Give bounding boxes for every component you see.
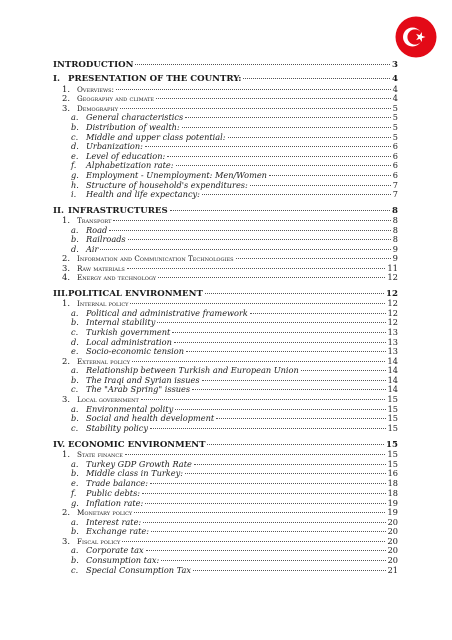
toc-entry-page-number: 15 (387, 449, 398, 459)
toc-dot-leader (146, 550, 386, 551)
toc-entry[interactable] (71, 189, 398, 199)
toc-entry-number: a. (71, 225, 79, 235)
toc-entry-number: 3. (62, 536, 70, 546)
toc-entry-title: External policy (77, 357, 131, 366)
toc-entry-page-number: 15 (386, 440, 398, 450)
turkish-flag-icon (395, 16, 437, 58)
toc-entry-page-number: 5 (392, 132, 398, 142)
toc-entry-title: Energy and technology (77, 273, 157, 282)
toc-entry-number: b. (71, 526, 79, 536)
toc-dot-leader (145, 503, 385, 504)
toc-dot-leader (128, 239, 391, 240)
toc-entry-number: 2. (62, 253, 70, 263)
toc-entry[interactable] (62, 449, 398, 459)
toc-entry-number: i. (71, 189, 77, 199)
toc-entry-number: b. (71, 555, 79, 565)
toc-entry-page-number: 18 (387, 488, 398, 498)
toc-entry-page-number: 6 (392, 141, 398, 151)
toc-entry-title: Political and administrative framework (86, 308, 248, 318)
toc-entry-page-number: 12 (387, 308, 398, 318)
toc-dot-leader (182, 127, 391, 128)
toc-entry-title: Railroads (86, 234, 126, 244)
toc-entry-page-number: 15 (387, 404, 398, 414)
toc-entry-title: Geography and climate (77, 94, 155, 103)
toc-entry[interactable] (62, 215, 398, 225)
toc-entry-page-number: 20 (387, 536, 398, 546)
toc-entry-title: Stability policy (86, 423, 149, 433)
toc-entry[interactable] (62, 253, 398, 263)
toc-dot-leader (236, 258, 391, 259)
toc-entry-number: II. (53, 206, 65, 216)
toc-entry-title: Urbanization: (86, 141, 143, 151)
toc-dot-leader (170, 210, 390, 211)
toc-entry[interactable] (71, 565, 398, 575)
toc-entry-title: Social and health development (86, 413, 215, 423)
toc-dot-leader (116, 89, 391, 90)
toc-entry-title: Public debts: (86, 488, 141, 498)
toc-entry[interactable] (71, 317, 398, 327)
toc-entry-number: h. (71, 180, 79, 190)
toc-dot-leader (150, 483, 386, 484)
toc-dot-leader (175, 409, 385, 410)
toc-entry-page-number: 7 (392, 180, 398, 190)
toc-entry-title: Consumption tax: (86, 555, 160, 565)
toc-dot-leader (158, 277, 385, 278)
toc-entry-title: Environmental polity (86, 404, 174, 414)
toc-entry-page-number: 15 (387, 413, 398, 423)
toc-entry[interactable] (71, 545, 398, 555)
toc-entry[interactable] (71, 122, 398, 132)
toc-dot-leader (130, 303, 385, 304)
toc-dot-leader (193, 570, 386, 571)
toc-entry-title: Air (86, 244, 99, 254)
toc-entry-page-number: 8 (392, 225, 398, 235)
toc-entry-number: c. (71, 132, 79, 142)
toc-entry-page-number: 14 (387, 384, 398, 394)
toc-dot-leader (185, 117, 391, 118)
toc-dot-leader (145, 146, 391, 147)
toc-dot-leader (301, 370, 386, 371)
toc-dot-leader (202, 380, 386, 381)
toc-entry-title: Socio-economic tension (86, 346, 185, 356)
toc-entry[interactable] (62, 507, 398, 517)
toc-entry-page-number: 20 (387, 555, 398, 565)
toc-entry-page-number: 20 (387, 517, 398, 527)
toc-entry-number: I. (53, 74, 61, 84)
toc-entry-number: a. (71, 517, 79, 527)
toc-entry-title: Information and Communication Technologies (77, 254, 234, 263)
toc-entry-page-number: 8 (392, 215, 398, 225)
toc-entry-number: a. (71, 404, 79, 414)
toc-entry-number: b. (71, 375, 79, 385)
toc-entry-number: 1. (62, 215, 70, 225)
toc-entry[interactable] (71, 327, 398, 337)
toc-dot-leader (202, 194, 391, 195)
toc-dot-leader (185, 473, 386, 474)
toc-entry-number: d. (71, 141, 79, 151)
toc-entry-number: c. (71, 327, 79, 337)
toc-entry-page-number: 13 (387, 337, 398, 347)
toc-entry-page-number: 12 (387, 298, 398, 308)
toc-entry-title: General characteristics (86, 112, 184, 122)
toc-entry-number: d. (71, 244, 79, 254)
toc-entry[interactable] (71, 468, 398, 478)
toc-entry-number: d. (71, 337, 79, 347)
toc-entry-title: Road (86, 225, 108, 235)
toc-entry-page-number: 6 (392, 151, 398, 161)
toc-entry-page-number: 9 (392, 253, 398, 263)
toc-entry-number: g. (71, 170, 79, 180)
toc-dot-leader (125, 454, 385, 455)
toc-entry-title: Employment - Unemployment: Men/Women (86, 170, 267, 180)
toc-entry-number: b. (71, 413, 79, 423)
toc-entry[interactable] (71, 478, 398, 488)
toc-dot-leader (157, 322, 385, 323)
toc-entry-page-number: 11 (387, 263, 398, 273)
toc-entry[interactable] (53, 74, 398, 84)
toc-entry[interactable] (71, 346, 398, 356)
toc-dot-leader (132, 361, 385, 362)
toc-entry-title: Transport (77, 216, 112, 225)
toc-entry-number: b. (71, 122, 79, 132)
toc-entry-number: 1. (62, 449, 70, 459)
toc-entry-number: 2. (62, 93, 70, 103)
toc-entry-page-number: 14 (387, 356, 398, 366)
toc-dot-leader (167, 156, 391, 157)
toc-dot-leader (156, 98, 391, 99)
toc-dot-leader (141, 399, 386, 400)
toc-entry-page-number: 8 (392, 234, 398, 244)
toc-entry-title: Inflation rate: (86, 498, 144, 508)
toc-entry-page-number: 6 (392, 170, 398, 180)
toc-entry-title: Internal policy (77, 299, 129, 308)
toc-entry-page-number: 14 (387, 375, 398, 385)
toc-entry[interactable] (71, 423, 398, 433)
toc-dot-leader (243, 78, 390, 79)
toc-entry-title: INTRODUCTION (53, 60, 134, 70)
toc-entry-number: c. (71, 384, 79, 394)
toc-entry-page-number: 5 (392, 112, 398, 122)
toc-entry-title: Level of education: (86, 151, 166, 161)
toc-dot-leader (194, 464, 386, 465)
toc-entry-number: a. (71, 459, 79, 469)
toc-entry-title: Raw materials (77, 264, 125, 273)
toc-dot-leader (216, 418, 385, 419)
toc-dot-leader (228, 137, 391, 138)
toc-dot-leader (134, 512, 385, 513)
toc-dot-leader (174, 342, 386, 343)
toc-entry-page-number: 12 (387, 317, 398, 327)
toc-entry-number: e. (71, 346, 79, 356)
toc-entry-title: Turkey GDP Growth Rate (86, 459, 192, 469)
toc-dot-leader (150, 428, 386, 429)
toc-dot-leader (205, 293, 384, 294)
toc-dot-leader (250, 185, 391, 186)
toc-entry-page-number: 14 (387, 365, 398, 375)
toc-entry-page-number: 6 (392, 160, 398, 170)
toc-entry-number: e. (71, 478, 79, 488)
toc-entry-page-number: 20 (387, 526, 398, 536)
toc-entry[interactable] (62, 93, 398, 103)
toc-entry-page-number: 13 (387, 327, 398, 337)
toc-entry-page-number: 5 (392, 122, 398, 132)
toc-entry-page-number: 8 (392, 206, 398, 216)
toc-dot-leader (151, 531, 386, 532)
toc-entry-title: Middle and upper class potential: (86, 132, 226, 142)
toc-entry[interactable] (71, 384, 398, 394)
toc-entry-number: b. (71, 317, 79, 327)
toc-entry-title: State finance (77, 450, 123, 459)
toc-entry-number: 2. (62, 356, 70, 366)
toc-entry-page-number: 16 (387, 468, 398, 478)
toc-entry[interactable] (71, 526, 398, 536)
toc-entry-title: Health and life expectancy: (86, 189, 200, 199)
toc-dot-leader (192, 389, 385, 390)
toc-entry-title: Turkish government (86, 327, 171, 337)
toc-dot-leader (127, 268, 386, 269)
toc-entry-title: Exchange rate: (86, 526, 149, 536)
toc-entry-title: Distribution of wealth: (86, 122, 180, 132)
toc-entry[interactable] (71, 234, 398, 244)
toc-entry-page-number: 21 (387, 565, 398, 575)
toc-entry-title: Monetary policy (77, 508, 133, 517)
toc-entry-page-number: 19 (387, 498, 398, 508)
toc-entry-title: Corporate tax (86, 545, 144, 555)
toc-entry-page-number: 20 (387, 545, 398, 555)
toc-entry-title: Demography (77, 104, 119, 113)
toc-entry-page-number: 13 (387, 346, 398, 356)
toc-entry-page-number: 7 (392, 189, 398, 199)
toc-dot-leader (269, 175, 391, 176)
toc-entry[interactable] (53, 60, 398, 70)
toc-dot-leader (109, 230, 391, 231)
toc-entry-title: Interest rate: (86, 517, 142, 527)
toc-dot-leader (172, 332, 385, 333)
toc-entry-number: f. (71, 160, 77, 170)
toc-entry-title: The "Arab Spring" issues (86, 384, 191, 394)
toc-entry-title: ECONOMIC ENVIRONMENT (68, 440, 206, 450)
toc-entry[interactable] (71, 555, 398, 565)
toc-dot-leader (120, 108, 391, 109)
toc-entry-page-number: 15 (387, 394, 398, 404)
toc-entry-title: PRESENTATION OF THE COUNTRY: (68, 74, 242, 84)
toc-entry[interactable] (71, 141, 398, 151)
toc-dot-leader (113, 220, 390, 221)
toc-dot-leader (142, 493, 386, 494)
toc-entry-page-number: 9 (392, 244, 398, 254)
toc-entry-number: a. (71, 545, 79, 555)
toc-entry-title: Overviews: (77, 85, 114, 94)
toc-entry-title: POLITICAL ENVIRONMENT (68, 289, 203, 299)
toc-entry-title: Fiscal policy (77, 537, 121, 546)
toc-entry-number: a. (71, 308, 79, 318)
toc-entry-number: 2. (62, 507, 70, 517)
toc-entry-number: c. (71, 565, 79, 575)
toc-dot-leader (250, 313, 386, 314)
toc-entry-number: b. (71, 234, 79, 244)
toc-entry-number: a. (71, 112, 79, 122)
toc-entry-number: 4. (62, 272, 70, 282)
toc-entry-page-number: 15 (387, 423, 398, 433)
toc-entry[interactable] (71, 365, 398, 375)
toc-entry-number: b. (71, 468, 79, 478)
toc-entry-title: Local government (77, 395, 139, 404)
toc-entry-title: Alphabetization rate: (86, 160, 174, 170)
toc-entry-number: e. (71, 151, 79, 161)
toc-entry[interactable] (71, 170, 398, 180)
toc-entry-title: Trade balance: (86, 478, 149, 488)
toc-dot-leader (135, 64, 390, 65)
toc-entry[interactable] (71, 488, 398, 498)
toc-entry-page-number: 5 (392, 103, 398, 113)
toc-dot-leader (122, 541, 385, 542)
toc-entry-title: Relationship between Turkish and European Union (86, 365, 299, 375)
toc-entry-title: Special Consumption Tax (86, 565, 191, 575)
toc-entry-number: 3. (62, 103, 70, 113)
toc-entry-number: III. (53, 289, 69, 299)
toc-entry-page-number: 3 (392, 60, 398, 70)
toc-entry-page-number: 15 (387, 459, 398, 469)
toc-entry-title: Middle class in Turkey: (86, 468, 183, 478)
toc-entry-number: c. (71, 423, 79, 433)
toc-entry-title: Internal stability (86, 317, 156, 327)
toc-dot-leader (143, 522, 385, 523)
toc-entry-page-number: 4 (392, 93, 398, 103)
toc-entry[interactable] (62, 394, 398, 404)
toc-entry-number: IV. (53, 440, 66, 450)
toc-entry-page-number: 18 (387, 478, 398, 488)
toc-dot-leader (186, 351, 386, 352)
toc-entry-number: 1. (62, 84, 70, 94)
toc-entry-page-number: 12 (386, 289, 398, 299)
toc-entry-title: INFRASTRUCTURES (68, 206, 168, 216)
toc-entry-title: The Iraqi and Syrian issues (86, 375, 200, 385)
toc-entry[interactable] (71, 112, 398, 122)
toc-entry[interactable] (71, 160, 398, 170)
toc-entry-page-number: 12 (387, 272, 398, 282)
toc-entry[interactable] (62, 272, 398, 282)
toc-entry-number: g. (71, 498, 79, 508)
toc-entry-page-number: 4 (392, 74, 398, 84)
toc-entry-number: 3. (62, 394, 70, 404)
toc-entry-title: Local administration (86, 337, 172, 347)
toc-dot-leader (207, 444, 384, 445)
toc-entry[interactable] (71, 413, 398, 423)
toc-entry-number: 1. (62, 298, 70, 308)
toc-entry-number: f. (71, 488, 77, 498)
toc-dot-leader (176, 165, 391, 166)
toc-entry-number: a. (71, 365, 79, 375)
toc-entry-page-number: 19 (387, 507, 398, 517)
toc-entry-number: 3. (62, 263, 70, 273)
toc-dot-leader (161, 560, 385, 561)
toc-entry[interactable] (62, 298, 398, 308)
toc-entry-page-number: 4 (392, 84, 398, 94)
toc-entry-title: Structure of household's expenditures: (86, 180, 248, 190)
toc-dot-leader (100, 249, 390, 250)
